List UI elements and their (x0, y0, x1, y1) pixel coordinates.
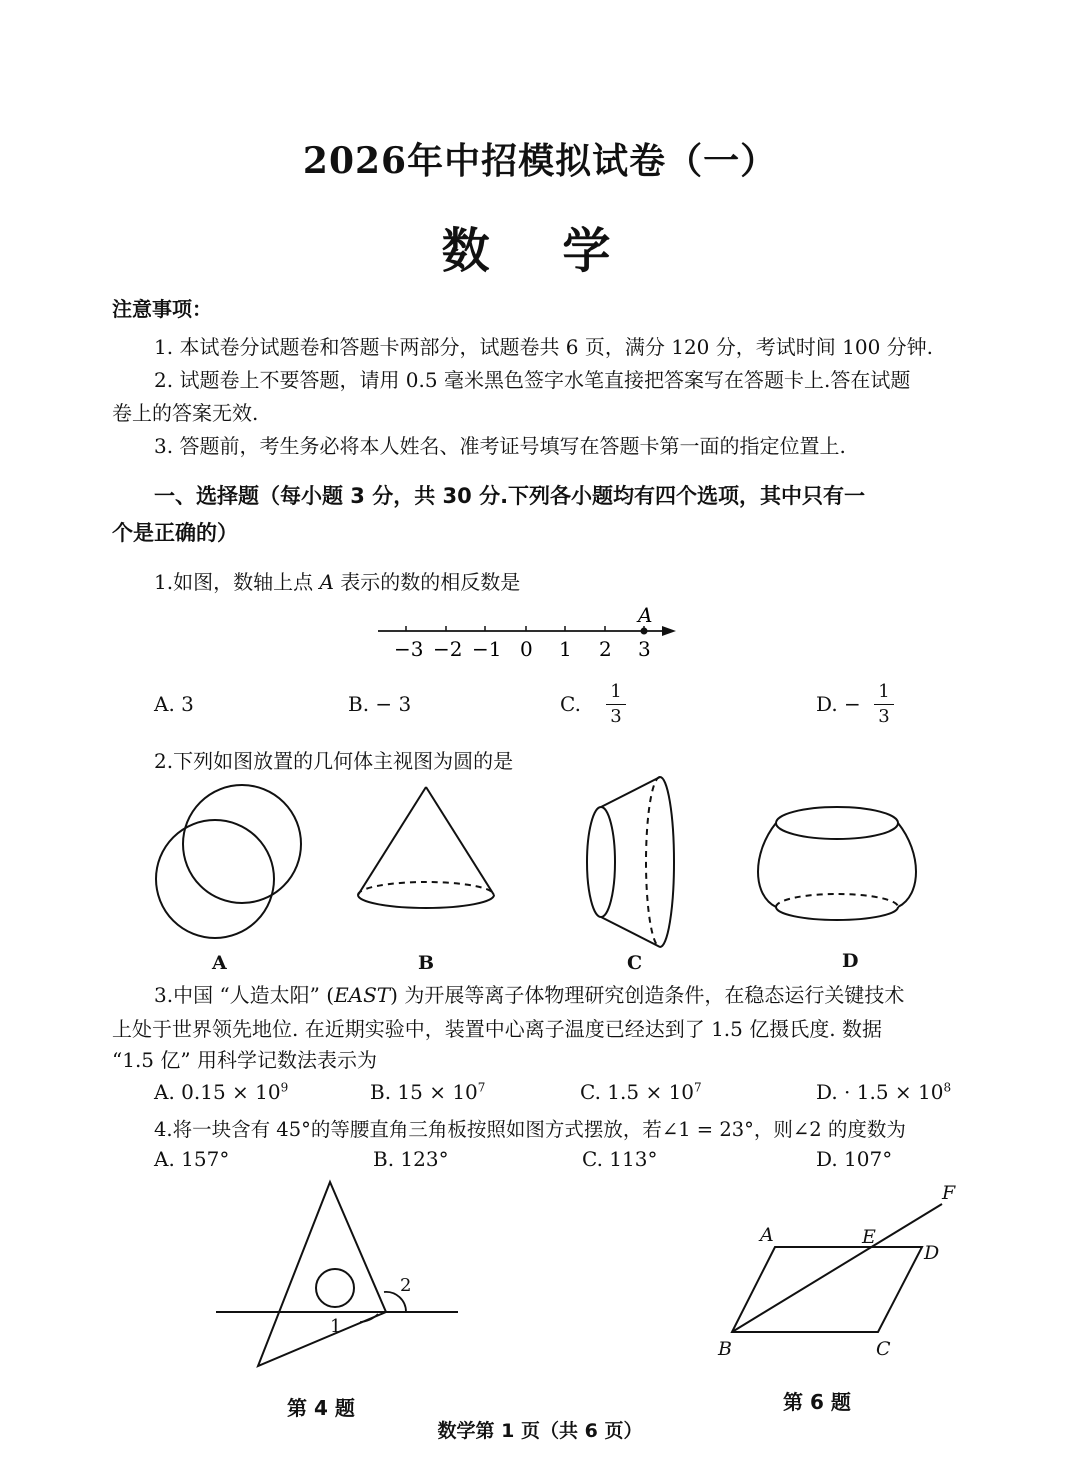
q4-option-b: B. 123° (373, 1147, 449, 1171)
angle-1-label: 1 (330, 1316, 342, 1337)
tick-label: 1 (559, 637, 572, 661)
q3-option-b (370, 1080, 485, 1104)
q3-line1-b: ) 为开展等离子体物理研究创造条件，在稳态运行关键技术 (390, 983, 905, 1007)
page-footer: 数学第 1 页（共 6 页） (437, 1420, 643, 1442)
note-2-cont: 卷上的答案无效. (112, 401, 259, 425)
q3-option-c-exp: 7 (694, 1080, 702, 1095)
point-a-label: A (638, 603, 653, 627)
fraction-denominator: 3 (610, 706, 622, 727)
solid-d-drawing (758, 807, 916, 920)
q1-option-b: B. − 3 (348, 692, 412, 716)
q2-label-c: C (627, 952, 643, 974)
q1-option-c-label: C. (560, 692, 581, 716)
q1-option-a: A. 3 (154, 692, 194, 716)
note-2: 2. 试题卷上不要答题，请用 0.5 毫米黑色签字水笔直接把答案写在答题卡上.答在试题 (154, 368, 911, 392)
subject-title: 数 学 (441, 223, 639, 279)
solid-c-drawing (587, 777, 674, 947)
solid-b-drawing (358, 787, 494, 908)
q2-label-a: A (212, 952, 227, 974)
q3-option-d (816, 1080, 951, 1104)
q1-number-line (360, 600, 690, 670)
section1-heading: 一、选择题（每小题 3 分，共 30 分.下列各小题均有四个选项，其中只有一 (154, 484, 866, 508)
q3-option-a (154, 1080, 288, 1104)
fraction-numerator: 1 (878, 681, 890, 702)
angle-2-label: 2 (400, 1275, 412, 1296)
fraction-numerator: 1 (610, 681, 622, 702)
point-e-label: E (862, 1226, 876, 1248)
tick-label: −2 (433, 637, 463, 661)
tick-label: 0 (520, 637, 533, 661)
q1-option-c-fraction (606, 682, 626, 727)
q4-figure (200, 1170, 470, 1375)
tick-label: −3 (394, 637, 424, 661)
tick-label: 2 (599, 637, 612, 661)
q1-stem-a: 1.如图，数轴上点 (154, 570, 320, 594)
tick-label: 3 (638, 637, 651, 661)
q3-option-a-text: A. 0.15 × 10 (154, 1080, 281, 1104)
q2-label-d: D (842, 950, 859, 972)
tick-label: −1 (472, 637, 502, 661)
q2-label-b: B (418, 952, 435, 974)
q4-option-c: C. 113° (582, 1147, 658, 1171)
q1-option-d-label: D. − (816, 692, 861, 716)
q6-figure (700, 1170, 980, 1370)
fraction-denominator: 3 (878, 706, 890, 727)
point-b-label: B (718, 1338, 732, 1360)
point-c-label: C (876, 1338, 891, 1360)
note-1: 1. 本试卷分试题卷和答题卡两部分，试题卷共 6 页，满分 120 分，考试时间 100 分钟. (154, 335, 934, 359)
point-f-label: F (942, 1182, 956, 1204)
q4-option-a: A. 157° (154, 1147, 230, 1171)
q4-option-d: D. 107° (816, 1147, 893, 1171)
q3-option-b-text: B. 15 × 10 (370, 1080, 478, 1104)
q1-stem-var: A (319, 570, 334, 594)
q3-line1-a: 3.中国 “人造太阳” ( (154, 983, 335, 1007)
q1-stem (154, 566, 520, 595)
q3-option-b-exp: 7 (477, 1080, 486, 1095)
q4-figure-caption: 第 4 题 (287, 1396, 355, 1420)
q1-option-d-fraction (874, 682, 894, 727)
point-a-label: A (760, 1224, 774, 1246)
q3-option-c-text: C. 1.5 × 10 (580, 1080, 695, 1104)
q2-solids-figure (140, 775, 940, 950)
solid-a-drawing (156, 785, 301, 938)
q3-stem-line1 (154, 979, 904, 1008)
q4-stem: 4.将一块含有 45°的等腰直角三角板按照如图方式摆放，若∠1 = 23°，则∠2 的度数为 (154, 1118, 906, 1141)
point-a-dot (641, 628, 648, 635)
q2-stem: 2.下列如图放置的几何体主视图为圆的是 (154, 749, 514, 773)
q3-option-a-exp: 9 (280, 1080, 289, 1095)
exam-title: 2026年中招模拟试卷（一） (302, 140, 778, 182)
q3-stem-line3: “1.5 亿” 用科学记数法表示为 (112, 1048, 377, 1072)
q6-figure-caption: 第 6 题 (783, 1390, 851, 1414)
notes-heading: 注意事项： (112, 297, 212, 321)
q3-stem-line2: 上处于世界领先地位. 在近期实验中，装置中心离子温度已经达到了 1.5 亿摄氏度. 数据 (112, 1017, 882, 1041)
note-3: 3. 答题前，考生务必将本人姓名、准考证号填写在答题卡第一面的指定位置上. (154, 434, 846, 458)
q3-option-d-text: D. · 1.5 × 10 (816, 1080, 944, 1104)
point-d-label: D (924, 1242, 940, 1264)
q3-option-c (580, 1080, 702, 1104)
q3-option-d-exp: 8 (943, 1080, 952, 1095)
q1-stem-b: 表示的数的相反数是 (333, 570, 521, 594)
section1-heading-cont: 个是正确的） (112, 521, 238, 545)
q3-line1-var: EAST (334, 983, 391, 1007)
